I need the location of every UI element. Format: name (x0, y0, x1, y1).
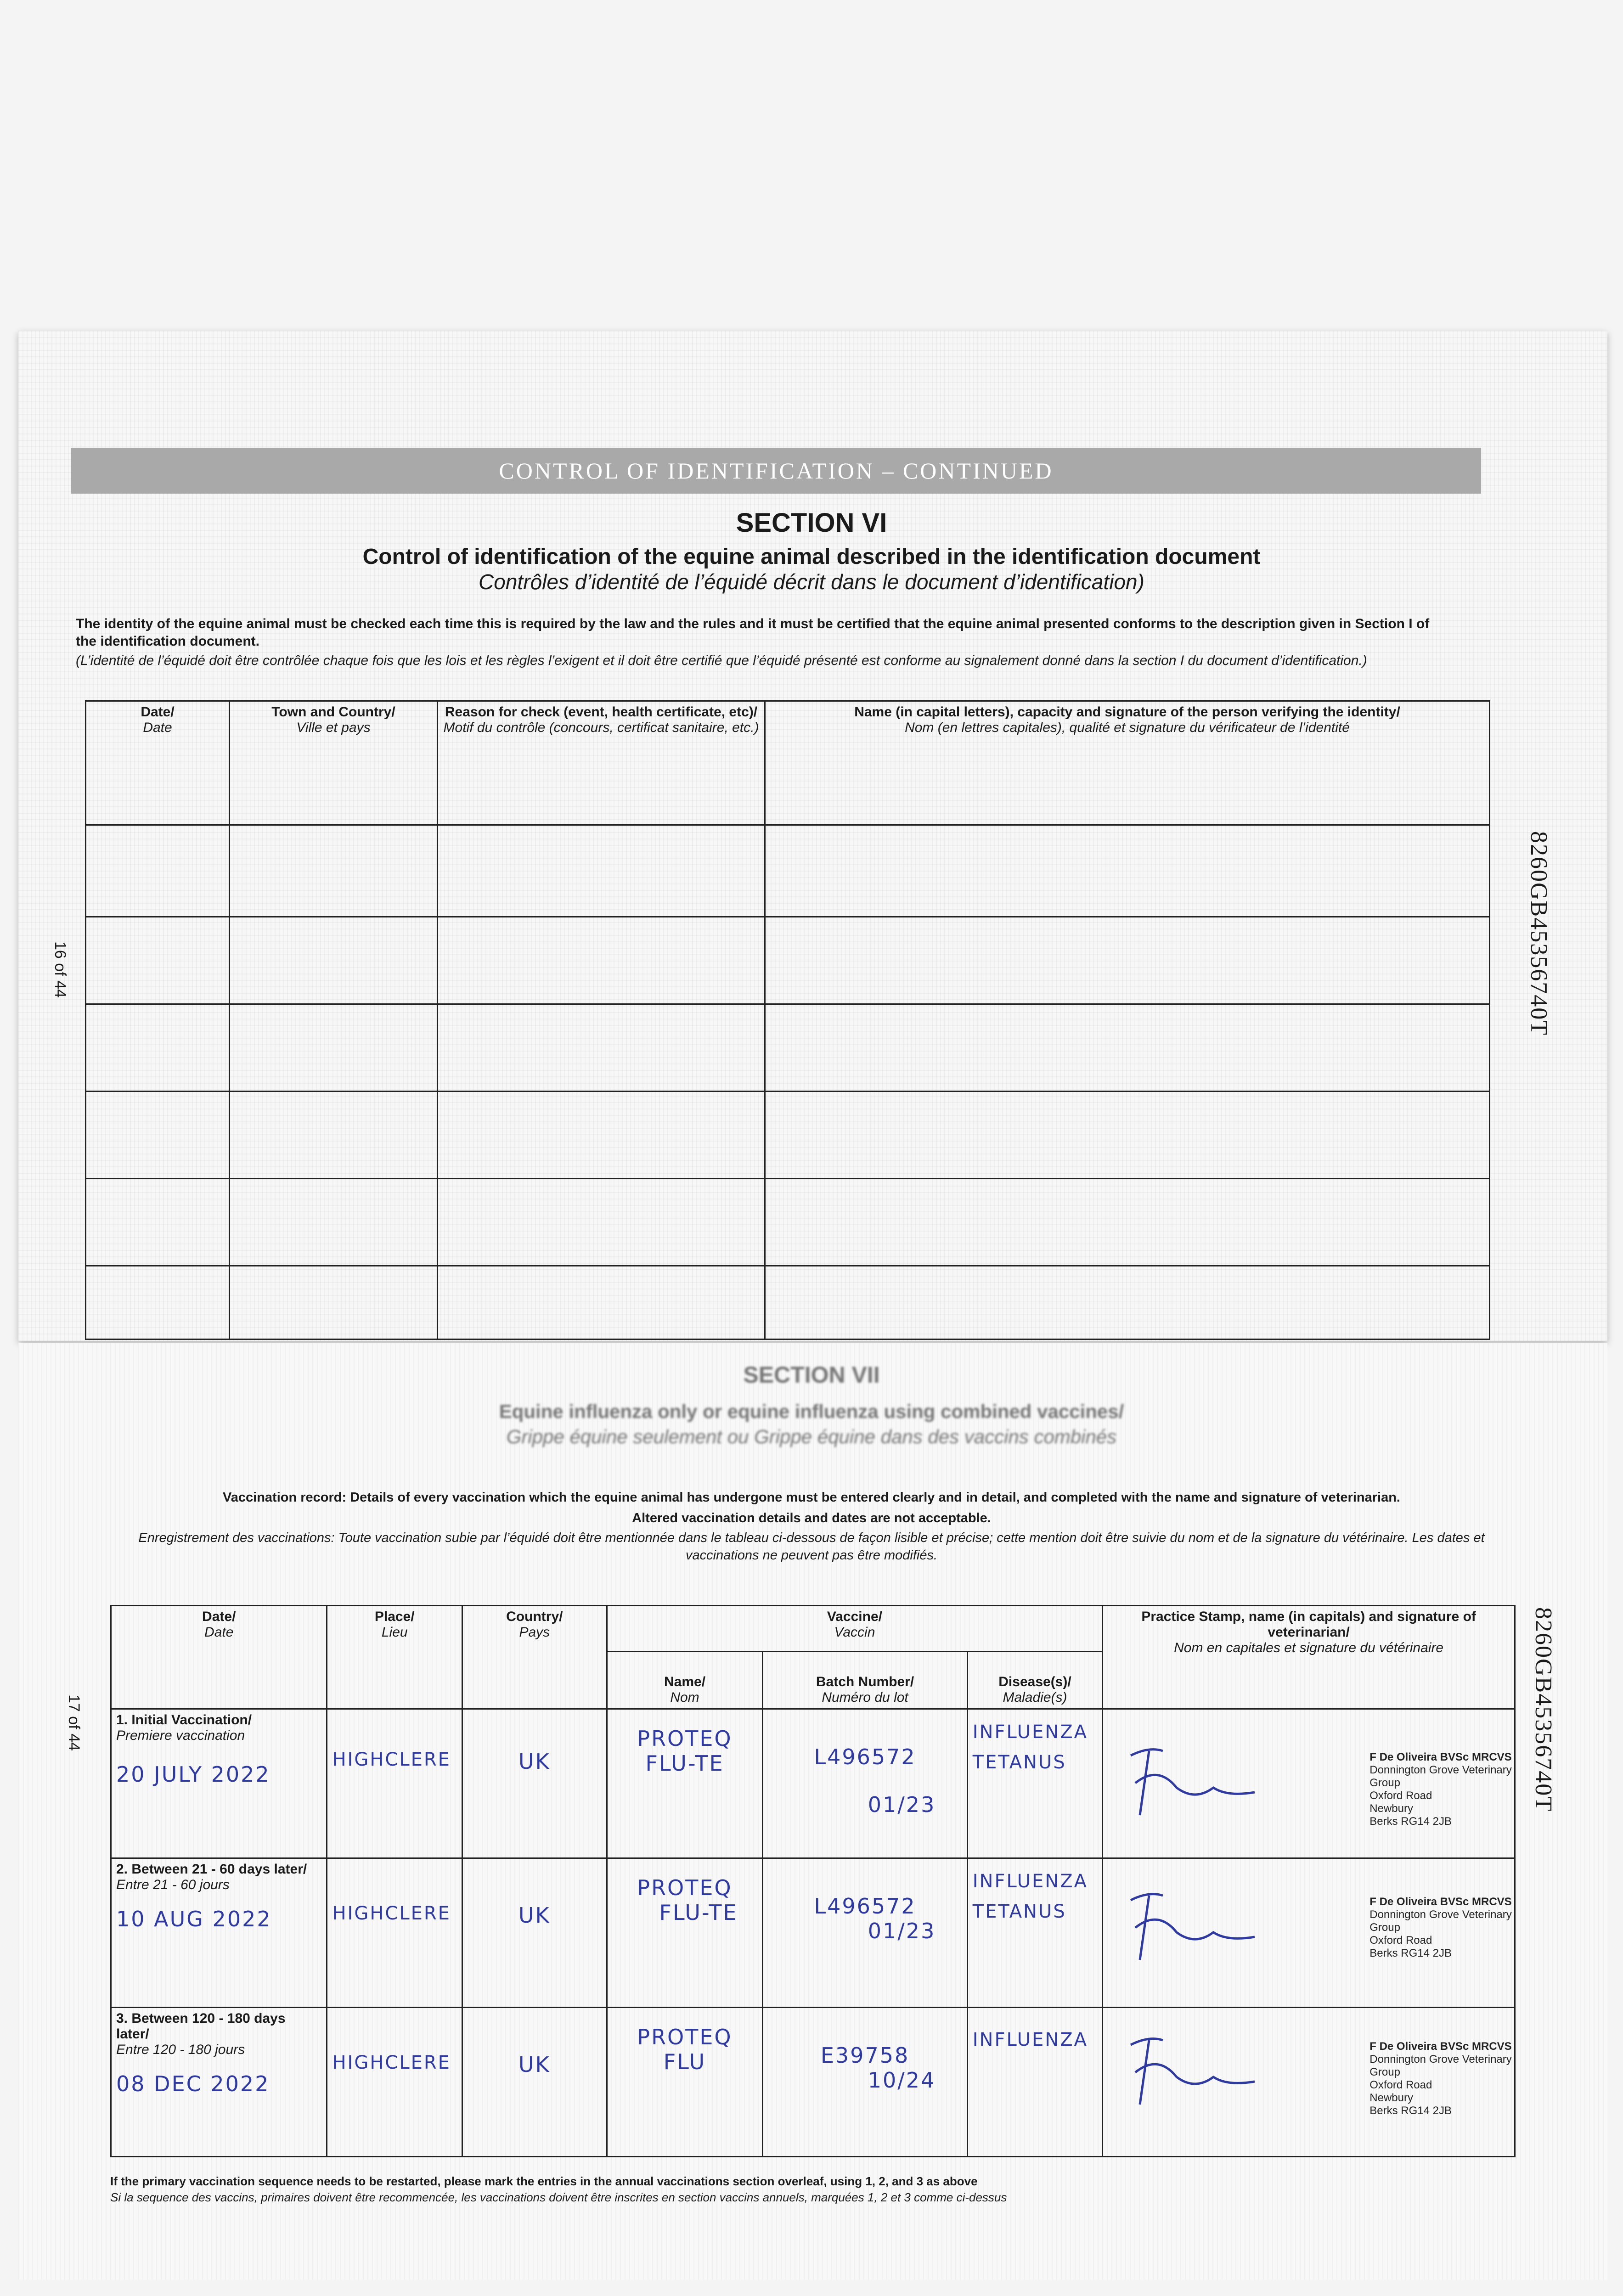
practice-stamp: F De Oliveira BVSc MRCVS Donnington Grove Veterinary Group Oxford Road Newbury Berks RG14 2JB (1369, 1751, 1512, 1828)
side-identifier-upper: 8260GB45356740T (1526, 831, 1552, 1036)
practice-stamp-cell (1103, 1709, 1515, 1858)
vaccination-record-fr: Enregistrement des vaccinations: Toute vaccination subie par l’équidé doit être mentionnée dans le tableau ci-dessous de façon lisible et précise; cette mention doit être suivie du nom et de la signature du vétérinaire. Les dates et vaccinations ne peuvent pas être modifiés. (138, 1531, 1485, 1563)
vaccination-date: 10 AUG 2022 (116, 1907, 272, 1931)
batch-expiry: 10/24 (868, 2068, 936, 2093)
practice-stamp-cell (1103, 1858, 1515, 2008)
vaccination-place: HIGHCLERE (332, 2052, 451, 2073)
vaccine-name: PROTEQ (637, 1726, 733, 1751)
vaccine-name-2: FLU-TE (645, 1751, 724, 1776)
col-town: Town and Country/ Ville et pays (230, 701, 438, 825)
batch-number: L496572 (814, 1745, 916, 1769)
disease-2: TETANUS (972, 1901, 1066, 1922)
section-vii-title-en: Equine influenza only or equine influenza using combined vaccines/ (499, 1401, 1124, 1422)
table-row (86, 1004, 1490, 1092)
col-verifier: Name (in capital letters), capacity and signature of the person verifying the identity/ Nom (en lettres capitales), qualité et signature du vérificateur de l’identité (765, 701, 1490, 825)
page-number-17: 17 of 44 (65, 1694, 83, 1751)
vaccination-row-2 (111, 1858, 1515, 2008)
disease-2: TETANUS (972, 1752, 1066, 1773)
vaccination-record-en: Vaccination record: Details of every vaccination which the equine animal has undergone must be entered clearly and in detail, and completed with the name and signature of veterinarian. (223, 1490, 1400, 1505)
col-batch-number: Batch Number/ Numéro du lot (763, 1652, 967, 1709)
footer-note-fr: Si la sequence des vaccins, primaires doivent être recommencée, les vaccinations doivent être inscrites en section vaccins annuels, marquées 1, 2 et 3 comme ci-dessus (110, 2190, 1007, 2204)
vaccination-date: 20 JULY 2022 (116, 1762, 270, 1787)
footer-note-en: If the primary vaccination sequence needs to be restarted, please mark the entries in the annual vaccinations section overleaf, using 1, 2, and 3 as above (110, 2174, 978, 2188)
section-vi-title-en: Control of identification of the equine animal described in the identification document (362, 545, 1261, 569)
section-vi-title-fr: Contrôles d’identité de l’équidé décrit dans le document d’identification) (479, 570, 1144, 594)
col-vaccine: Vaccine/ Vaccin (607, 1606, 1103, 1652)
vaccination-table (110, 1605, 1516, 2157)
col-reason: Reason for check (event, health certificate, etc)/ Motif du contrôle (concours, certificat sanitaire, etc.) (438, 701, 765, 825)
section-vi-title: SECTION VI (736, 508, 887, 538)
vaccination-row-1 (111, 1709, 1515, 1858)
vaccination-date: 08 DEC 2022 (116, 2071, 270, 2096)
section-vii-title: SECTION VII (743, 1362, 880, 1388)
section-vii-title-fr: Grippe équine seulement ou Grippe équine dans des vaccins combinés (506, 1426, 1117, 1447)
col-country: Country/ Pays (462, 1606, 607, 1709)
table-row (86, 917, 1490, 1004)
disease: INFLUENZA (972, 2029, 1088, 2050)
signature-icon (1121, 1737, 1259, 1829)
vaccination-country: UK (518, 1749, 551, 1774)
side-identifier-lower: 8260GB45356740T (1530, 1607, 1556, 1812)
vaccine-name-2: FLU (663, 2049, 706, 2074)
table-row (86, 1266, 1490, 1339)
vaccine-name: PROTEQ (637, 2025, 733, 2049)
page-number-16: 16 of 44 (51, 941, 69, 998)
practice-stamp-cell (1103, 2008, 1515, 2157)
col-disease: Disease(s)/ Maladie(s) (967, 1652, 1103, 1709)
vaccine-name-2: FLU-TE (659, 1900, 738, 1925)
vaccination-record-en-2: Altered vaccination details and dates are not acceptable. (632, 1511, 991, 1525)
row-date-cell: 2. Between 21 - 60 days later/ Entre 21 - 60 jours 10 AUG 2022 (111, 1858, 327, 2008)
vaccination-place: HIGHCLERE (332, 1903, 451, 1924)
table-row (86, 1179, 1490, 1266)
col-vaccine-name: Name/ Nom (607, 1652, 763, 1709)
batch-number: L496572 (814, 1894, 916, 1919)
vaccination-country: UK (518, 1903, 551, 1928)
col-date: Date/ Date (86, 701, 230, 825)
vaccination-country: UK (518, 2052, 551, 2077)
col-date: Date/ Date (111, 1606, 327, 1709)
vaccination-row-3 (111, 2008, 1515, 2157)
signature-icon (1121, 2026, 1259, 2118)
row-date-cell: 3. Between 120 - 180 days later/ Entre 120 - 180 jours 08 DEC 2022 (111, 2008, 327, 2157)
instruction-fr: (L’identité de l’équidé doit être contrôlée chaque fois que les lois et les règles l’exigent et il doit être certifié que l’équidé présenté est conforme au signalement donné dans la section I du document d’identification.) (76, 653, 1367, 668)
identification-check-table (85, 700, 1490, 1340)
table-row (86, 1092, 1490, 1179)
practice-stamp: F De Oliveira BVSc MRCVS Donnington Grove Veterinary Group Oxford Road Newbury Berks RG14 2JB (1369, 2040, 1512, 2117)
disease: INFLUENZA (972, 1871, 1088, 1892)
section-banner: CONTROL OF IDENTIFICATION – CONTINUED (71, 448, 1481, 494)
signature-icon (1121, 1882, 1259, 1974)
table-row (86, 825, 1490, 917)
batch-expiry: 01/23 (868, 1919, 936, 1943)
col-practice-stamp: Practice Stamp, name (in capitals) and signature of veterinarian/ Nom en capitales et signature du vétérinaire (1103, 1606, 1515, 1709)
row-date-cell: 1. Initial Vaccination/ Premiere vaccination 20 JULY 2022 (111, 1709, 327, 1858)
vaccination-place: HIGHCLERE (332, 1749, 451, 1770)
vaccine-name: PROTEQ (637, 1875, 733, 1900)
col-place: Place/ Lieu (327, 1606, 462, 1709)
disease: INFLUENZA (972, 1722, 1088, 1743)
practice-stamp: F De Oliveira BVSc MRCVS Donnington Grove Veterinary Group Oxford Road Berks RG14 2JB (1369, 1896, 1512, 1959)
batch-number: E39758 (820, 2043, 910, 2068)
instruction-en: The identity of the equine animal must be checked each time this is required by the law and the rules and it must be certified that the equine animal presented conforms to the description given in Section I of the identification document. (76, 616, 1430, 649)
batch-expiry: 01/23 (868, 1792, 936, 1817)
